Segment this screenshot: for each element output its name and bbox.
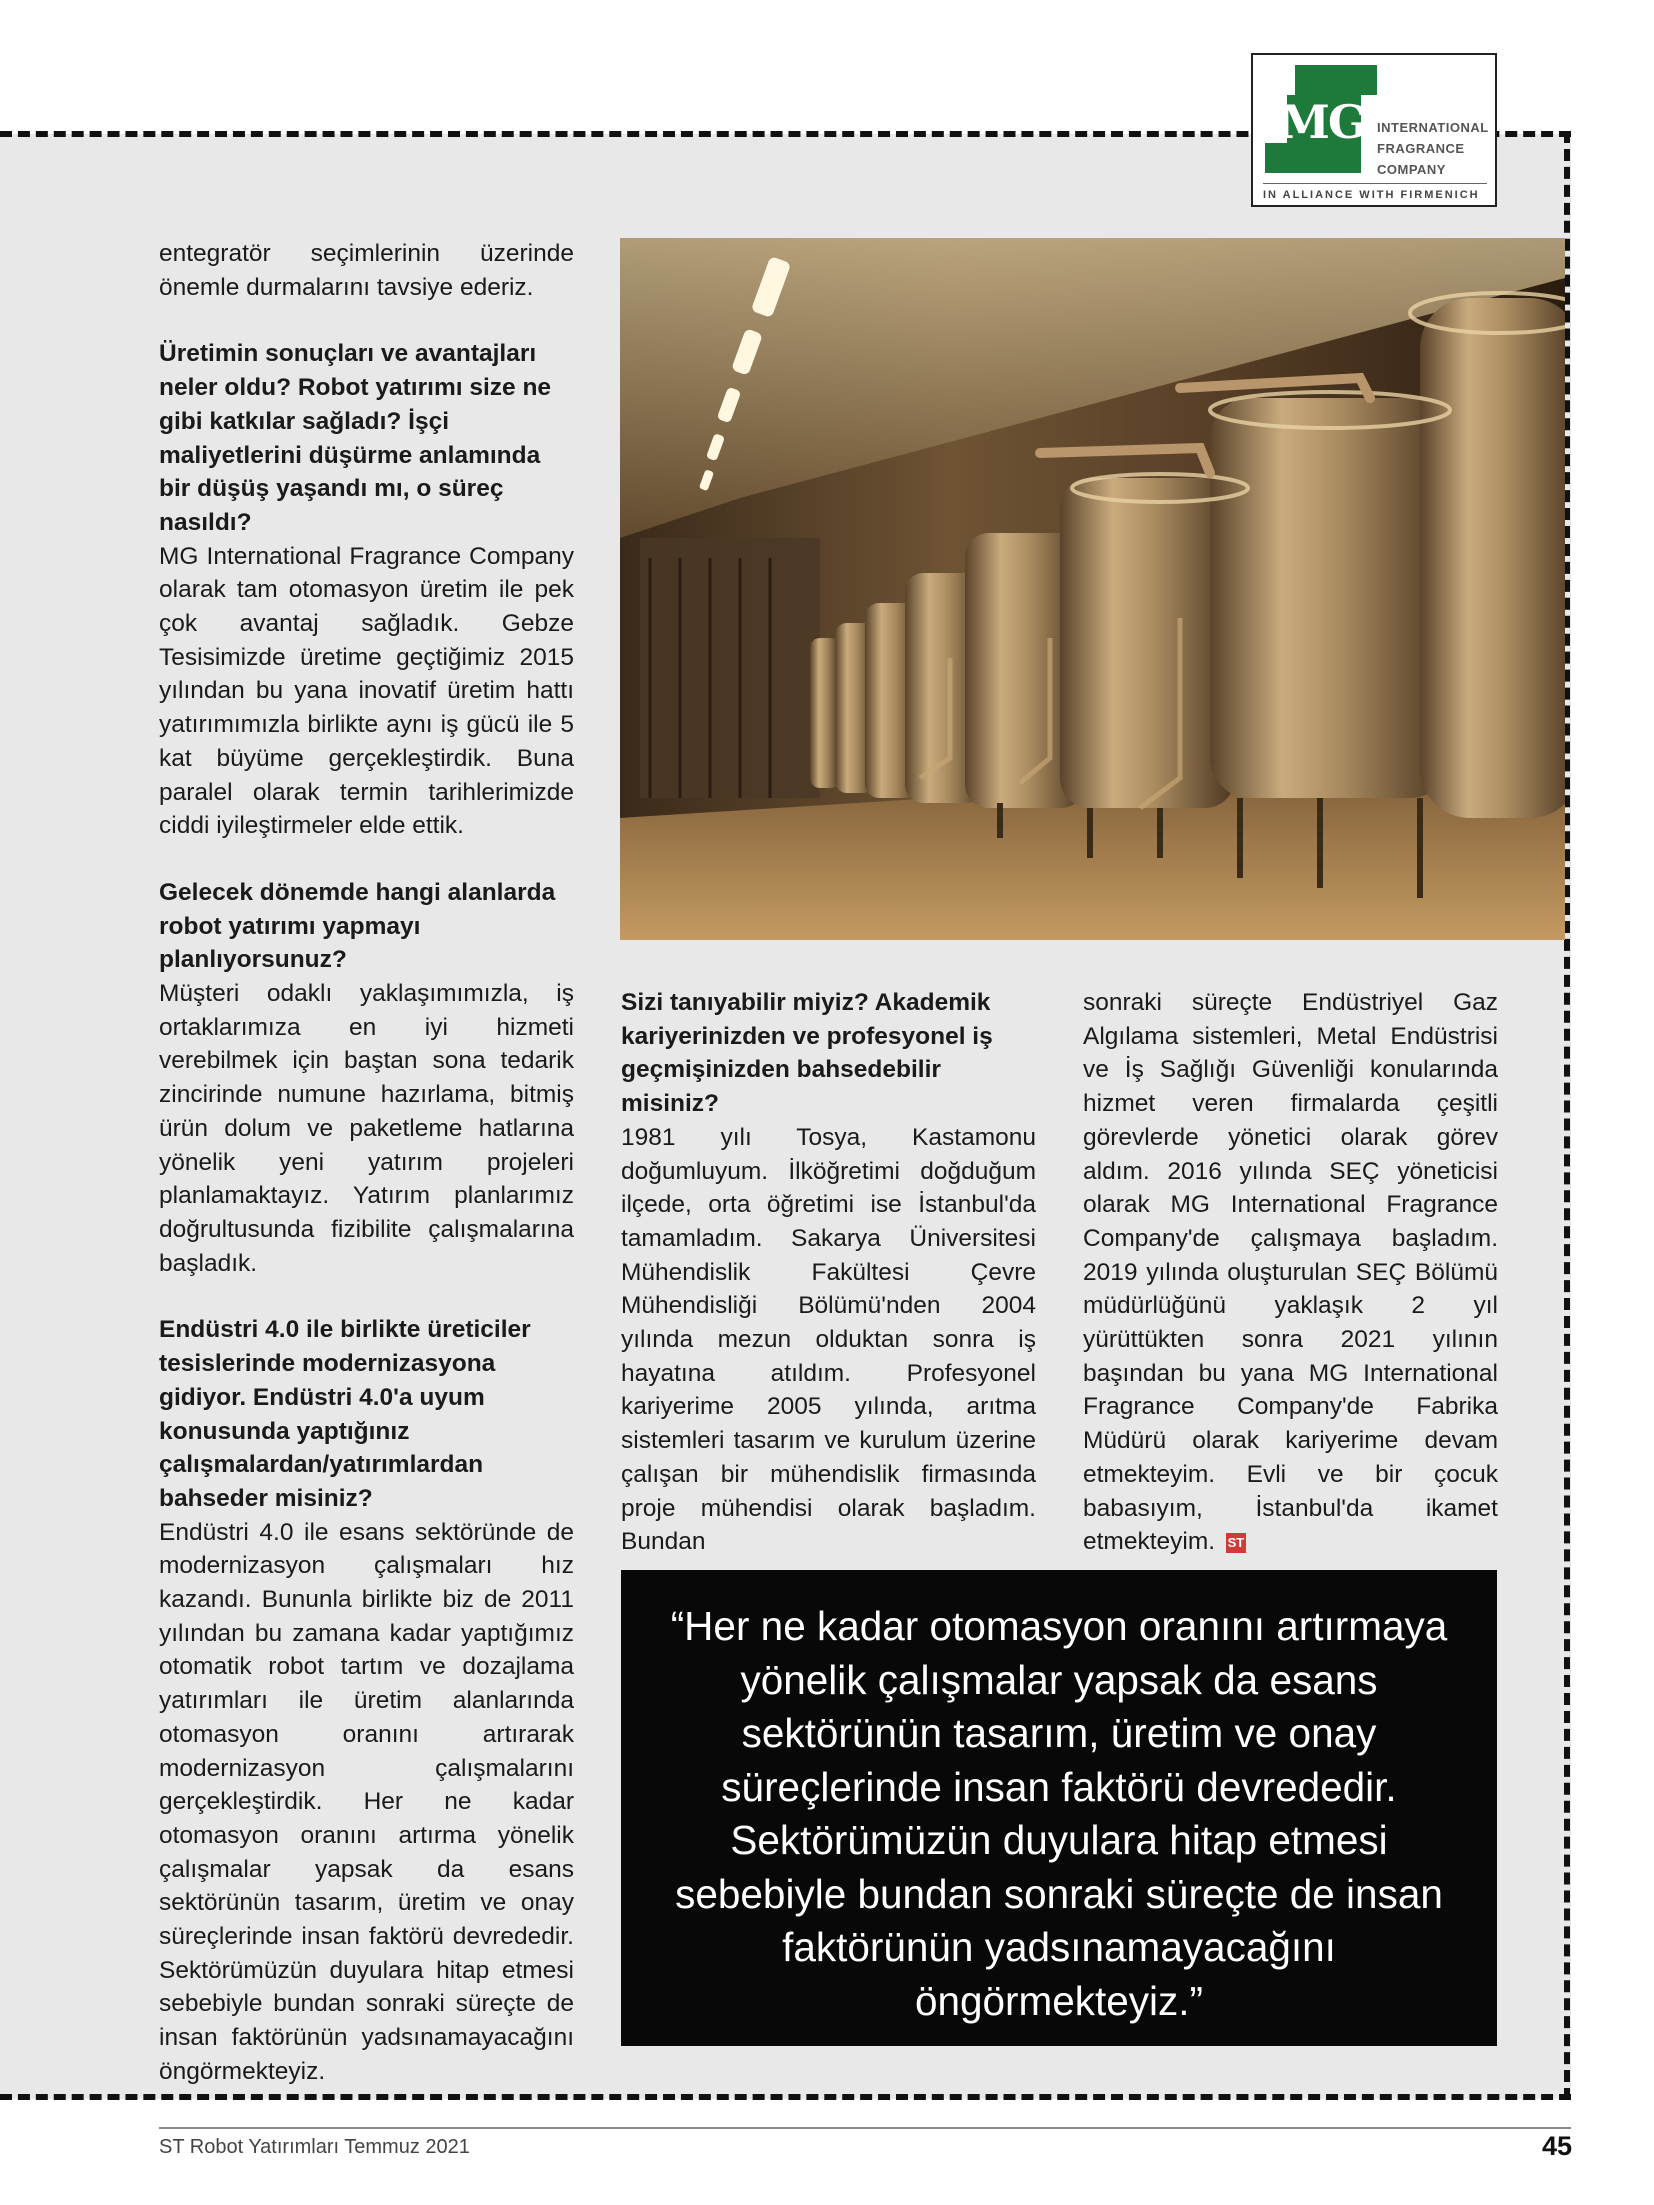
logo-line-1: INTERNATIONAL [1377, 120, 1489, 135]
paragraph: 1981 yılı Tosya, Kastamonu doğumluyum. İlköğretimi doğduğum ilçede, orta öğretimi ise İstanbul'da tamamladım. Sakarya Üniversitesi Mühendislik Fakültesi Çevre Mühendisliği Bölümü'nden 2004 yılında mezun olduktan sonra iş hayatına atıldım. Profesyonel kariyerime 2005 yılında, arıtma sistemleri tasarım ve kurulum üzerine çalışan bir mühendislik firmasında proje mühendisi olarak başladım. Bundan [621, 1123, 1036, 1556]
pull-quote-text: “Her ne kadar otomasyon oranını artırmaya yönelik çalışmalar yapsak da esans sektörünün tasarım, üretim ve onay süreçlerinde insan faktörü devrededir. Sektörümüzün duyulara hitap etmesi sebebiyle bundan sonraki süreçte de insan faktörünün yadsınamayacağını öngörmekteyiz.” [670, 1603, 1448, 2024]
page-number: 45 [1542, 2131, 1573, 2161]
paragraph: entegratör seçimlerinin üzerinde önemle durmalarını tavsiye ederiz. [159, 240, 574, 301]
article-column-2 [621, 986, 1036, 1559]
interview-question: Gelecek dönemde hangi alanlarda robot yatırımı yapmayı planlıyorsunuz? [159, 878, 556, 974]
interview-question: Üretimin sonuçları ve avantajları neler oldu? Robot yatırımı size ne gibi katkılar sağladı? İşçi maliyetlerini düşürme anlamında bir düşüş yaşandı mı, o süreç nasıldı? [159, 340, 552, 536]
mg-logo [1251, 53, 1497, 207]
logo-alliance: IN ALLIANCE WITH FIRMENICH [1263, 189, 1480, 201]
interview-question: Endüstri 4.0 ile birlikte üreticiler tesislerinde modernizasyona gidiyor. Endüstri 4.0'a uyum konusunda yaptığınız çalışmalardan/yatırımlardan bahseder misiniz? [159, 1316, 531, 1512]
interview-question: Sizi tanıyabilir miyiz? Akademik kariyerinizden ve profesyonel iş geçmişinizden bahsedebilir misiniz? [621, 989, 993, 1118]
footer-publication: ST Robot Yatırımları Temmuz 2021 [159, 2136, 470, 2158]
article-column-1 [159, 237, 574, 2089]
dashed-border-bottom [0, 2094, 1571, 2100]
footer-rule [159, 2127, 1571, 2129]
logo-line-2: FRAGRANCE [1377, 141, 1465, 156]
paragraph: Endüstri 4.0 ile esans sektöründe de modernizasyon çalışmaları hız kazandı. Bununla birlikte biz de 2011 yılından bu zamana kadar yaptığımız otomatik robot tartım ve dozajlama yatırımları ile üretim alanlarında otomasyon oranını artırarak modernizasyon çalışmalarını gerçekleştirdik. Her ne kadar otomasyon oranını artırma yönelik çalışmalar yapsak da esans sektörünün tasarım, üretim ve onay süreçlerinde insan faktörü devrededir. Sektörümüzün duyulara hitap etmesi sebebiyle bundan sonraki süreçte de insan faktörünün yadsınamayacağını öngörmekteyiz. [159, 1518, 574, 2085]
paragraph: MG International Fragrance Company olarak tam otomasyon üretim ile pek çok avantaj sağladık. Gebze Tesisimizde üretime geçtiğimiz 2015 yılından bu yana inovatif üretim hattı yatırımımızla birlikte aynı iş gücü ile 5 kat büyüme gerçekleştirdik. Buna paralel olarak termin tarihlerimizde ciddi iyileştirmeler elde ettik. [159, 542, 574, 840]
paragraph-text: sonraki süreçte Endüstriyel Gaz Algılama sistemleri, Metal Endüstrisi ve İş Sağlığı Güvenliği konularında hizmet veren firmalarda çeşitli görevlerde yönetici olarak görev aldım. 2016 yılında SEÇ yöneticisi olarak MG International Fragrance Company'de çalışmaya başladım. 2019 yılında oluşturulan SEÇ Bölümü müdürlüğünü yaklaşık 2 yıl yürüttükten sonra 2021 yılının başından bu yana MG International Fragrance Company'de Fabrika Müdürü olarak kariyerime devam etmekteyim. Evli ve bir çocuk babasıyım, İstanbul'da ikamet etmekteyim. [1083, 989, 1498, 1556]
logo-mark-text: MG [1279, 95, 1366, 149]
logo-company-name [1377, 117, 1489, 180]
logo-line-3: COMPANY [1377, 162, 1446, 177]
article-column-3 [1083, 986, 1498, 1559]
paragraph [1083, 986, 1498, 1559]
logo-divider [1263, 183, 1487, 184]
paragraph: Müşteri odaklı yaklaşımımızla, iş ortaklarımıza en iyi hizmeti verebilmek için baştan sona tedarik zincirinde numune hazırlama, bitmiş ürün dolum ve paketleme hatlarına yönelik yeni yatırım projeleri planlamaktayız. Yatırım planlarımız doğrultusunda fizibilite çalışmalarına başladık. [159, 980, 574, 1277]
end-of-article-mark: ST [1226, 1533, 1246, 1553]
factory-tanks-photo [620, 238, 1565, 940]
pull-quote [621, 1570, 1497, 2046]
